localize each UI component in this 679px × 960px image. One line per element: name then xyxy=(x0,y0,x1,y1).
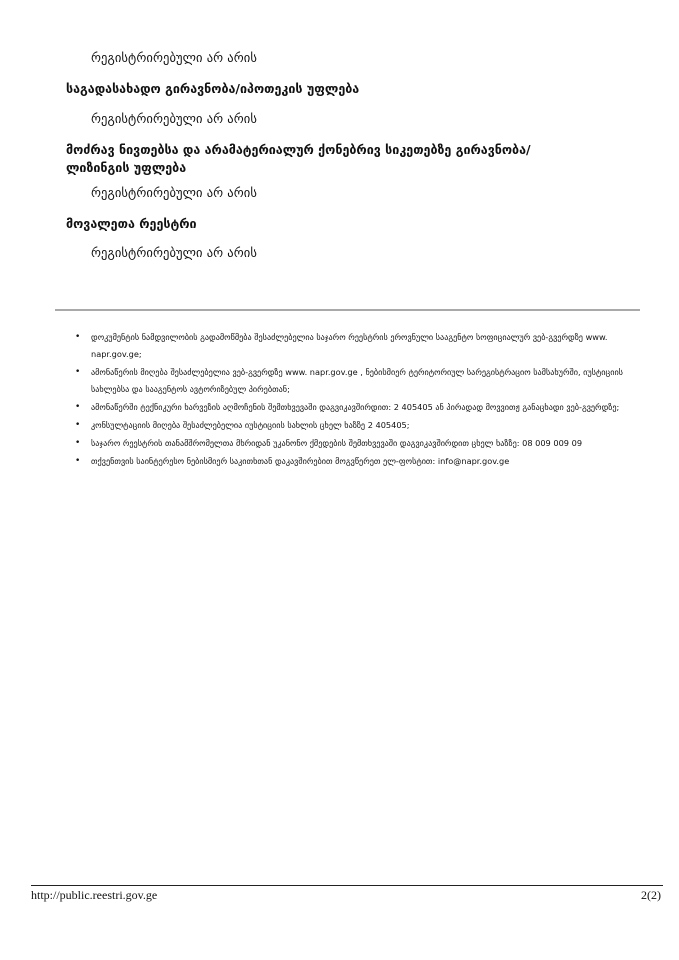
bullet-icon: • xyxy=(75,456,81,466)
footer-line xyxy=(31,885,663,886)
status-text-0: რეგისტრირებული არ არის xyxy=(91,50,257,65)
list-item xyxy=(75,329,645,363)
bullet-icon: • xyxy=(75,402,81,412)
status-text-3: რეგისტრირებული არ არის xyxy=(91,245,257,260)
list-item xyxy=(75,399,645,416)
footer-url[interactable]: http://public.reestri.gov.ge xyxy=(31,888,158,902)
note-text: ამონაწერში ტექნიკური ხარვეზის აღმოჩენის შემთხვევაში დაგვიკავშირდით: 2 405405 ან პირადად მოვვითჟ განაცხადი ვებ-გვერდზე; xyxy=(91,402,620,412)
bullet-icon: • xyxy=(75,332,81,342)
list-item xyxy=(75,435,645,452)
note-text: თქვენთვის საინტერესო ნებისმიერ საკითხთან დაკავშირებით მოგვწერეთ ელ-ფოსტით: info@napr.gov.ge xyxy=(91,456,510,466)
bullet-icon: • xyxy=(75,367,81,377)
bullet-icon: • xyxy=(75,420,81,430)
note-text: საჯარო რეესტრის თანამშრომელთა მხრიდან უკანონო ქმედების შემთხვევაში დაგვიკავშირდით ცხელ ხაზზე: 08 009 009 09 xyxy=(91,438,583,448)
section-heading-tax-lien: საგადასახადო გირავნობა/იპოთეკის უფლება xyxy=(66,81,360,96)
status-text-1: რეგისტრირებული არ არის xyxy=(91,111,257,126)
note-text: კონსულტაციის მიღება შესაძლებელია იუსტიციის სახლის ცხელ ხაზზე 2 405405; xyxy=(91,420,410,430)
section-heading-movable-pledge: მოძრავ ნივთებსა და არამატერიალურ ქონებრივ სიკეთებზე გირავნობა/ლიზინგის უფლება xyxy=(66,142,531,175)
page-number: 2(2) xyxy=(641,888,661,902)
list-item xyxy=(75,417,645,434)
list-item xyxy=(75,364,645,398)
note-text: ამონაწერის მიღება შესაძლებელია ვებ-გვერდზე www. napr.gov.ge , ნებისმიერ ტერიტორიულ სარეგისტრაციო სამსახურში, იუსტიციის სახლებსა და სააგენტოს ავტორიზებულ პირებთან; xyxy=(91,367,623,394)
note-text: დოკუმენტის ნამდვილობის გადამოწმება შესაძლებელია საჯარო რეესტრის ეროვნული სააგენტო სოფიციალურ ვებ-გვერდზე www. napr.gov.ge; xyxy=(91,332,608,359)
section-heading-debtors-registry: მოვალეთა რეესტრი xyxy=(66,216,197,231)
status-text-2: რეგისტრირებული არ არის xyxy=(91,185,257,200)
list-item xyxy=(75,453,645,470)
notes-list xyxy=(75,329,645,471)
bullet-icon: • xyxy=(75,438,81,448)
divider xyxy=(55,309,640,311)
